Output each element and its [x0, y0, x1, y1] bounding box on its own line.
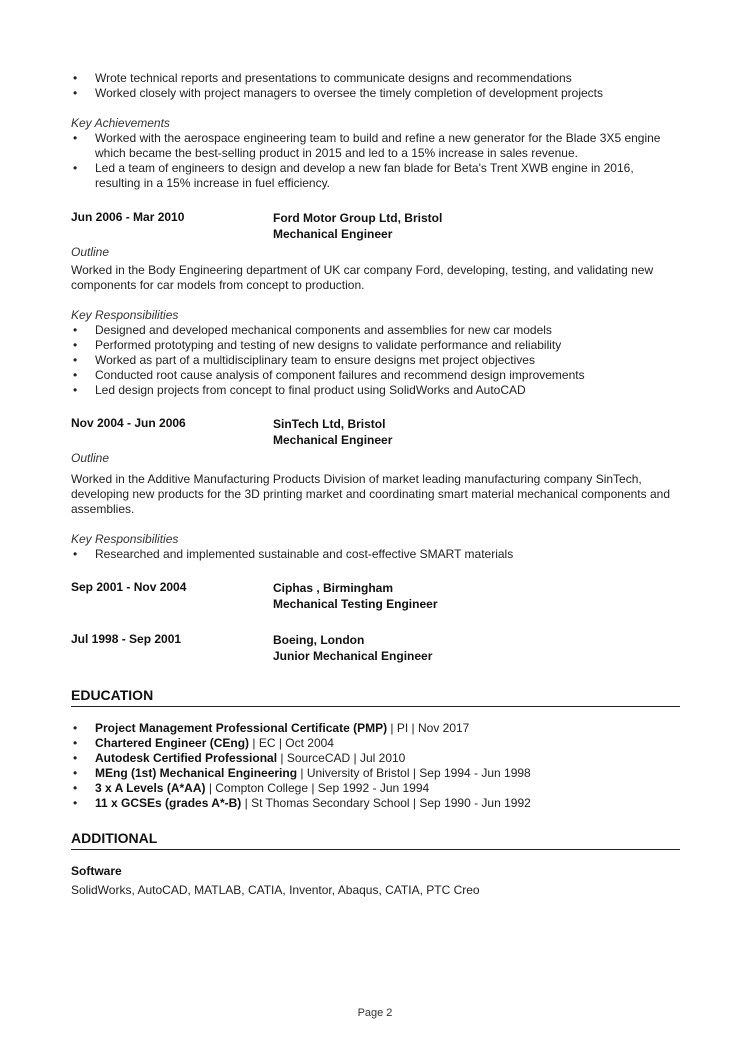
list-item: • Performed prototyping and testing of new designs to validate performance and reliability — [71, 338, 680, 353]
job-header-sintech — [71, 416, 680, 448]
key-responsibilities-label: Key Responsibilities — [71, 532, 179, 546]
education-heading: EDUCATION — [71, 688, 680, 707]
education-name: Project Management Professional Certificate (PMP) — [95, 721, 388, 735]
list-item — [71, 781, 680, 796]
software-label: Software — [71, 864, 122, 878]
education-name: Chartered Engineer (CEng) — [95, 736, 250, 750]
job-outline: Worked in the Additive Manufacturing Products Division of market leading manufacturing company SinTech, developing new products for the 3D printing market and coordinating smart material mechanical components and assemblies. — [71, 472, 670, 516]
list-item — [71, 796, 680, 811]
list-item: • Designed and developed mechanical components and assemblies for new car models — [71, 323, 680, 338]
education-name: 11 x GCSEs (grades A*-B) — [95, 796, 242, 810]
education-name: Autodesk Certified Professional — [95, 751, 278, 765]
outline-label: Outline — [71, 245, 110, 259]
list-item: • Conducted root cause analysis of component failures and recommend design improvements — [71, 368, 680, 383]
responsibilities-list — [71, 323, 680, 398]
job-title: Mechanical Engineer — [273, 433, 393, 447]
education-name: 3 x A Levels (A*AA) — [95, 781, 206, 795]
education-detail: | PI | Nov 2017 — [387, 721, 470, 735]
page-number: Page 2 — [357, 1007, 393, 1019]
job-company: SinTech Ltd, Bristol — [273, 417, 386, 431]
list-item: • Worked as part of a multidisciplinary team to ensure designs met project objectives — [71, 353, 680, 368]
additional-heading: ADDITIONAL — [71, 831, 680, 850]
job-company: Ford Motor Group Ltd, Bristol — [273, 211, 443, 225]
education-detail: | St Thomas Secondary School | Sep 1990 - Jun 1992 — [241, 796, 531, 810]
resume-page — [71, 71, 680, 898]
job-dates: Sep 2001 - Nov 2004 — [71, 580, 187, 594]
job-header-boeing — [71, 632, 680, 664]
outline-label: Outline — [71, 451, 110, 465]
achievements-list — [71, 131, 680, 191]
job-dates: Jul 1998 - Sep 2001 — [71, 632, 182, 646]
list-item: • Worked closely with project managers to oversee the timely completion of development projects — [71, 86, 680, 101]
responsibilities-list — [71, 547, 680, 562]
list-item — [71, 751, 680, 766]
education-name: MEng (1st) Mechanical Engineering — [95, 766, 298, 780]
job-title: Mechanical Engineer — [273, 227, 393, 241]
job-outline: Worked in the Body Engineering department of UK car company Ford, developing, testing, and validating new components for car models from concept to production. — [71, 263, 654, 292]
job-dates: Nov 2004 - Jun 2006 — [71, 416, 186, 430]
previous-job-bullets — [71, 71, 680, 101]
job-title: Junior Mechanical Engineer — [273, 649, 433, 663]
list-item: • Led design projects from concept to final product using SolidWorks and AutoCAD — [71, 383, 680, 398]
education-list — [71, 721, 680, 811]
key-responsibilities-label: Key Responsibilities — [71, 308, 179, 322]
list-item — [71, 766, 680, 781]
education-detail: | Compton College | Sep 1992 - Jun 1994 — [205, 781, 430, 795]
education-detail: | EC | Oct 2004 — [249, 736, 334, 750]
job-title: Mechanical Testing Engineer — [273, 597, 438, 611]
list-item: • Worked with the aerospace engineering team to build and refine a new generator for the Blade 3X5 engine which became the best-selling product in 2015 and led to a 15% increase in sales revenue. — [71, 131, 680, 161]
job-header-ford — [71, 210, 680, 242]
list-item: • Researched and implemented sustainable and cost-effective SMART materials — [71, 547, 680, 562]
list-item: • Led a team of engineers to design and develop a new fan blade for Beta's Trent XWB engine in 2016, resulting in a 15% increase in fuel efficiency. — [71, 161, 680, 191]
list-item: • Wrote technical reports and presentations to communicate designs and recommendations — [71, 71, 680, 86]
list-item — [71, 721, 680, 736]
education-detail: | SourceCAD | Jul 2010 — [277, 751, 406, 765]
job-header-ciphas — [71, 580, 680, 612]
list-item — [71, 736, 680, 751]
education-detail: | University of Bristol | Sep 1994 - Jun 1998 — [297, 766, 531, 780]
job-company: Boeing, London — [273, 633, 365, 647]
key-achievements-label: Key Achievements — [71, 116, 170, 130]
job-company: Ciphas , Birmingham — [273, 581, 394, 595]
job-dates: Jun 2006 - Mar 2010 — [71, 210, 185, 224]
software-list: SolidWorks, AutoCAD, MATLAB, CATIA, Inventor, Abaqus, CATIA, PTC Creo — [71, 883, 480, 897]
